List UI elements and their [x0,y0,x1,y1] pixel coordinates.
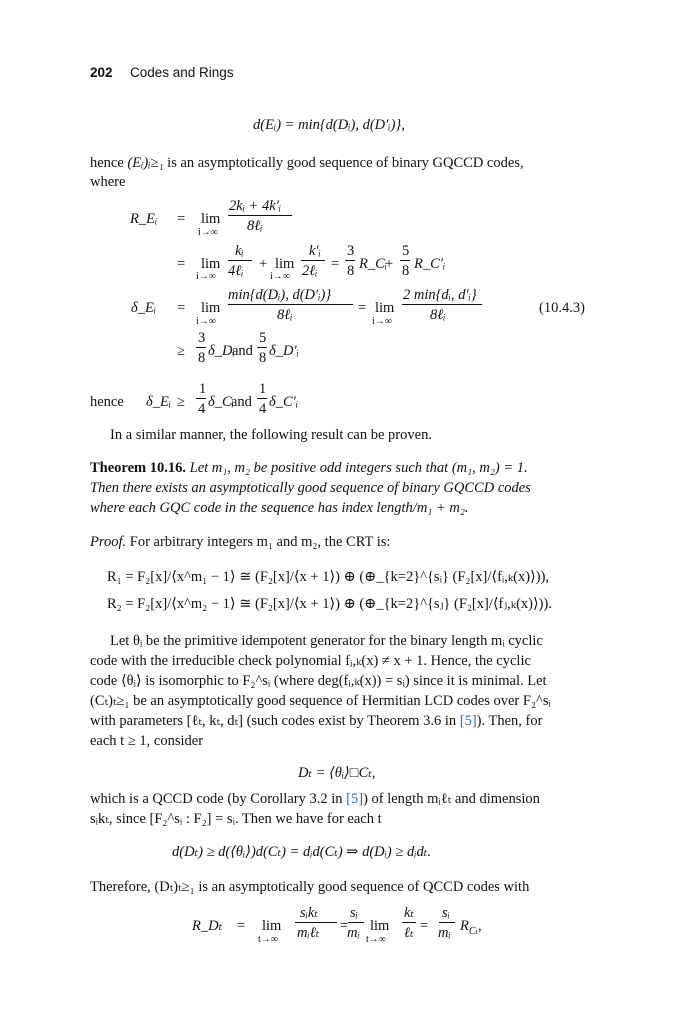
plus-2c: + [385,256,394,272]
frac-den-2c: 8 [347,263,355,279]
delta-di: δ_Dᵢ [208,343,235,359]
frac-den-fc: ℓₜ [404,925,414,941]
equals-2: = [177,256,186,272]
frac-den-2a: 4ℓᵢ [228,263,244,279]
para1-line-5 [90,714,542,729]
delta-ei-symbol: δ_Eᵢ [131,300,157,316]
equals-final: = [237,918,246,934]
r-ei-symbol: R_Eᵢ [130,211,158,227]
rct: $R_{C_t}$, [460,918,482,937]
frac-bar-5b [257,398,267,399]
delta-ci: δ_Cᵢ [208,394,234,410]
frac-den-fd: mᵢ [438,925,451,941]
lim-2a: lim [201,256,221,272]
frac-num-4b: 5 [259,330,267,346]
frac-num-fc: kₜ [404,905,415,921]
frac-den-5b: 4 [259,401,267,417]
hence-intro: hence (Eᵢ)ᵢ≥₁ is an asymptotically good sequence of binary GQCCD codes, [90,155,524,171]
para1-line-2: code with the irreducible check polynomial fᵢ,ₖ(x) ≠ x + 1. Hence, the cyclic [90,653,531,669]
delta-cpi: δ_C′ᵢ [269,394,299,410]
proof-text-1: For arbitrary integers m₁ and m₂, the CRT is: [129,534,391,550]
frac-den-2b: 2ℓᵢ [302,263,318,279]
para2-line-2: sᵢkₜ, since [F₂^sᵢ : F₂] = sᵢ. Then we have for each t [90,811,382,827]
rdt-symbol: R_Dₜ [192,918,223,934]
frac-den-4a: 8 [198,350,206,366]
frac-num-2d: 5 [402,243,410,259]
theorem-text-1: Let m₁, m₂ be positive odd integers such that (m₁, m₂) = 1. [189,460,528,476]
frac-bar-4b [257,347,267,348]
frac-bar-1 [228,215,292,216]
delta-ei-2: δ_Eᵢ [146,394,172,410]
crt-r2: R₂ = F₂[x]/⟨x^m₂ − 1⟩ ≅ (F₂[x]/⟨x + 1⟩) ⊕ (⊕_{k=2}^{sⱼ} (F₂[x]/⟨fⱼ,ₖ(x)⟩)). [107,596,552,612]
delta-dpi: δ_D′ᵢ [269,343,299,359]
frac-bar-4a [196,347,206,348]
frac-num-3a: min{d(Dᵢ), d(D′ᵢ)} [228,287,332,303]
where-text: where [90,174,126,190]
frac-num-4a: 3 [198,330,206,346]
equation-d-ei: d(Eᵢ) = min{d(Dᵢ), d(D′ᵢ)}, [253,117,405,133]
frac-bar-3a [228,304,353,305]
dt-definition: Dₜ = ⟨θᵢ⟩□Cₜ, [298,765,376,781]
frac-num-5b: 1 [259,381,267,397]
frac-den-3a: 8ℓᵢ [277,307,293,323]
frac-den-2d: 8 [402,263,410,279]
frac-den-fa: mᵢℓₜ [297,925,320,941]
lim-2b: lim [275,256,295,272]
frac-den-1: 8ℓᵢ [247,218,263,234]
frac-den-5a: 4 [198,401,206,417]
para2-line-1a: which is a QCCD code (by Corollary 3.2 in [90,791,343,807]
and-1: and [232,343,253,359]
citation-link-1[interactable]: [5] [459,713,477,729]
para1-line-5b: ). Then, for [476,713,543,729]
and-2: and [231,394,252,410]
para1-line-3: code ⟨θᵢ⟩ is isomorphic to F₂^sᵢ (where deg(fᵢ,ₖ(x)) = sᵢ) since it is minimal. Let [90,673,547,689]
lim-sub-2a: i→∞ [196,271,216,282]
lim-sub-final-b: t→∞ [366,934,386,945]
citation-link-2[interactable]: [5] [346,791,364,807]
frac-bar-fa [295,922,337,923]
rci-1: R_Cᵢ [359,256,388,272]
running-title: Codes and Rings [130,65,234,80]
hence-intro-text: is an asymptotically good sequence of binary GQCCD codes, [167,155,524,171]
page-number: 202 [90,65,113,80]
lim-3a: lim [201,300,221,316]
equals-final-c: = [420,918,429,934]
theorem-line-3: where each GQC code in the sequence has index length/m₁ + m₂. [90,500,469,516]
theorem-line-2: Then there exists an asymptotically good sequence of binary GQCCD codes [90,480,531,496]
frac-num-2a: kᵢ [235,243,244,259]
frac-num-2c: 3 [347,243,355,259]
equals-2b: = [331,256,340,272]
frac-num-3b: 2 min{dᵢ, d′ᵢ} [403,287,477,303]
equals-3b: = [358,300,367,316]
equation-number: (10.4.3) [539,300,585,316]
frac-bar-2b [301,260,325,261]
frac-bar-5a [196,398,206,399]
para1-line-1: Let θᵢ be the primitive idempotent generator for the binary length mᵢ cyclic [110,633,543,649]
equals-final-b: = [340,918,349,934]
lim-final-b: lim [370,918,390,934]
geq-4: ≥ [177,343,185,359]
frac-bar-fc [402,922,416,923]
frac-bar-fb [348,922,364,923]
geq-5: ≥ [177,394,185,410]
frac-num-fa: sᵢkₜ [300,905,318,921]
ei-seq: (Eᵢ)ᵢ≥₁ [127,155,164,171]
frac-num-fd: sᵢ [442,905,450,921]
lim-sub-3b: i→∞ [372,316,392,327]
lim-final-a: lim [262,918,282,934]
proof-line-1 [90,535,390,550]
theorem-line-1 [90,461,528,476]
lim-1: lim [201,211,221,227]
proof-label: Proof. [90,534,127,550]
lim-sub-final-a: t→∞ [258,934,278,945]
frac-bar-3b [402,304,482,305]
para1-line-4: (Cₜ)ₜ≥₁ be an asymptotically good sequence of Hermitian LCD codes over F₂^sᵢ [90,693,551,709]
frac-bar-2a [228,260,252,261]
distance-inequality: d(Dₜ) ≥ d(⟨θᵢ⟩)d(Cₜ) = dᵢd(Cₜ) ⇒ d(Dᵢ) ≥ dᵢdₜ. [172,844,431,860]
frac-den-4b: 8 [259,350,267,366]
rcpi-1: R_C′ᵢ [414,256,446,272]
equals-1: = [177,211,186,227]
plus-2: + [259,256,268,272]
frac-bar-fd [439,922,455,923]
equals-3: = [177,300,186,316]
lim-sub-2b: i→∞ [270,271,290,282]
lim-sub-1: i→∞ [198,227,218,238]
frac-bar-2c [345,260,355,261]
hence-2: hence [90,394,124,410]
para1-line-6: each t ≥ 1, consider [90,733,204,749]
lim-sub-3a: i→∞ [196,316,216,327]
crt-r1: R₁ = F₂[x]/⟨x^m₁ − 1⟩ ≅ (F₂[x]/⟨x + 1⟩) ⊕ (⊕_{k=2}^{sᵢ} (F₂[x]/⟨fᵢ,ₖ(x)⟩)), [107,569,550,585]
para1-line-5a: with parameters [ℓₜ, kₜ, dₜ] (such codes exist by Theorem 3.6 in [90,713,457,729]
theorem-label: Theorem 10.16. [90,460,186,476]
frac-num-5a: 1 [199,381,207,397]
frac-bar-2d [400,260,410,261]
frac-den-fb: mᵢ [347,925,360,941]
therefore-line: Therefore, (Dₜ)ₜ≥₁ is an asymptotically good sequence of QCCD codes with [90,879,530,895]
lim-3b: lim [375,300,395,316]
frac-num-2b: k′ᵢ [309,243,321,259]
para2-line-1 [90,792,540,807]
similar-manner: In a similar manner, the following result can be proven. [110,427,432,443]
para2-line-1b: ) of length mᵢℓₜ and dimension [363,791,540,807]
frac-den-3b: 8ℓᵢ [430,307,446,323]
frac-num-fb: sᵢ [350,905,358,921]
frac-num-1: 2kᵢ + 4k′ᵢ [229,198,282,214]
